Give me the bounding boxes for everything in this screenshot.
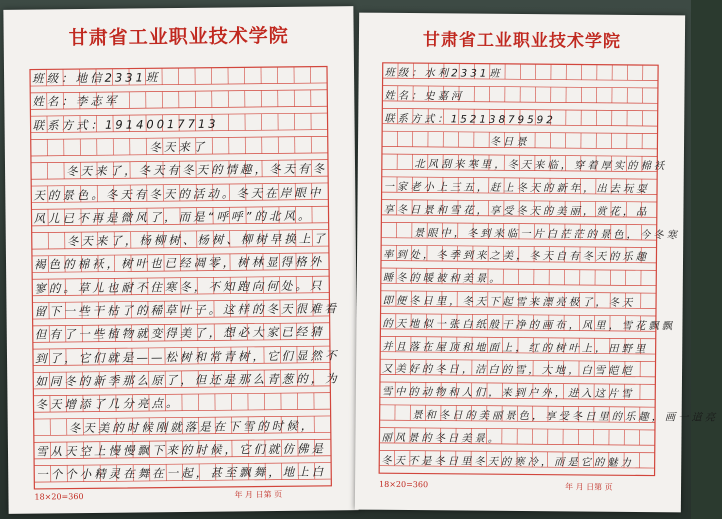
handwritten-line: 如同冬的新季那么原了，但还是那么青葱的，为 xyxy=(35,371,340,389)
handwritten-line: 寥的。草儿也耐不住寒冬，不知跑向何处。只 xyxy=(34,278,325,296)
handwritten-line: 景和冬日的美丽景色，享受冬日里的乐趣，画一道亮 xyxy=(412,409,719,424)
handwritten-line: 冬天增添了几分亮点。 xyxy=(35,396,181,412)
right-footer-format: 18×20=360 xyxy=(379,479,429,490)
handwritten-line: 到了，它们就是——松树和常青树，它们显然不 xyxy=(34,347,340,366)
handwritten-line: 雪中的动物和人们，来到户外，进入这片雪 xyxy=(381,385,635,401)
handwritten-line: 即便冬日里，冬天下起雪来漂亮极了，冬天 xyxy=(382,294,636,310)
handwritten-line: 冬天美的时候刚就落是在下雪的时候， xyxy=(68,418,316,435)
left-footer-date: 年 月 日第 页 xyxy=(234,489,283,500)
left-footer-format: 18×20=360 xyxy=(34,492,84,502)
handwritten-line: 冬天来了 xyxy=(149,139,208,155)
handwritten-line: 姓名：史嘉河 xyxy=(384,89,465,103)
handwritten-line: 冬天不是冬日里冬天的寒冷，而是它的魅力 xyxy=(381,454,634,469)
handwritten-line: 并且落在屋顶和地面上，红的树叶上，田野里 xyxy=(382,340,649,355)
handwritten-line: 风儿已不再是微风了，而是“呼呼”的北风。 xyxy=(33,208,313,226)
handwritten-line: 班级：地信2331班 xyxy=(32,70,161,86)
right-footer-date: 年 月 日第 页 xyxy=(565,482,613,492)
handwritten-line: 冬天来了，冬天有冬天的情趣，冬天有冬 xyxy=(65,161,328,179)
handwritten-line: 景眼中，冬到来临一片白茫茫的景色，今冬寒 xyxy=(413,226,680,241)
handwritten-line: 丽风景的冬日美景。 xyxy=(381,431,502,445)
handwritten-line: 一个个小精灵在舞在一起，甚至飘舞，地上白 xyxy=(36,464,327,482)
handwritten-line: 留下一些干枯了的稀草叶子。这样的冬天很难看 xyxy=(34,301,340,319)
handwritten-line: 又美好的冬日，洁白的雪，大地，白雪皑皑 xyxy=(382,363,635,378)
handwritten-line: 睡冬的暖被和美景。 xyxy=(382,271,503,286)
handwritten-line: 班级：水利2331班 xyxy=(384,66,503,80)
right-school-name: 甘肃省工业职业技术学院 xyxy=(422,30,622,52)
handwritten-line: 率到处，冬季到来之美，冬天自有冬天的乐趣 xyxy=(383,249,650,264)
handwritten-line: 享冬日景和雪花，享受冬天的美丽，赏花，品 xyxy=(383,203,650,218)
handwritten-line: 天的景色。冬天有冬天的活动。冬天在岸眼中 xyxy=(33,185,324,203)
right-composition-sheet xyxy=(355,13,719,513)
handwritten-line: 联系方式：15213879592 xyxy=(384,112,556,126)
handwritten-line: 的天地似一张白纸般干净的画布，风里，雪花飘飘 xyxy=(382,317,676,333)
handwritten-line: 姓名：李志军 xyxy=(32,93,120,109)
handwritten-line: 但有了一些植物就变得美了，想必大家已经猜 xyxy=(34,324,325,342)
handwritten-line: 冬天来了，杨柳树、杨树、柳树早换上了 xyxy=(66,231,328,249)
handwritten-line: 褐色的棉袄，树叶也已经凋零，树林显得格外 xyxy=(33,254,325,272)
handwritten-line: 一家老小上三五，赶上冬天的新年，出去玩耍 xyxy=(383,180,650,196)
handwritten-line: 联系方式：19140017713 xyxy=(32,116,219,133)
handwritten-line: 北风刮来寒里，冬天来临，穿着厚实的棉袄 xyxy=(414,158,668,173)
handwritten-line: 雪从天空上慢慢飘下来的时候，它们就仿佛是 xyxy=(35,441,327,459)
left-school-name: 甘肃省工业职业技术学院 xyxy=(68,24,289,50)
left-composition-sheet xyxy=(3,6,358,514)
handwritten-line: 冬日景 xyxy=(489,136,530,149)
